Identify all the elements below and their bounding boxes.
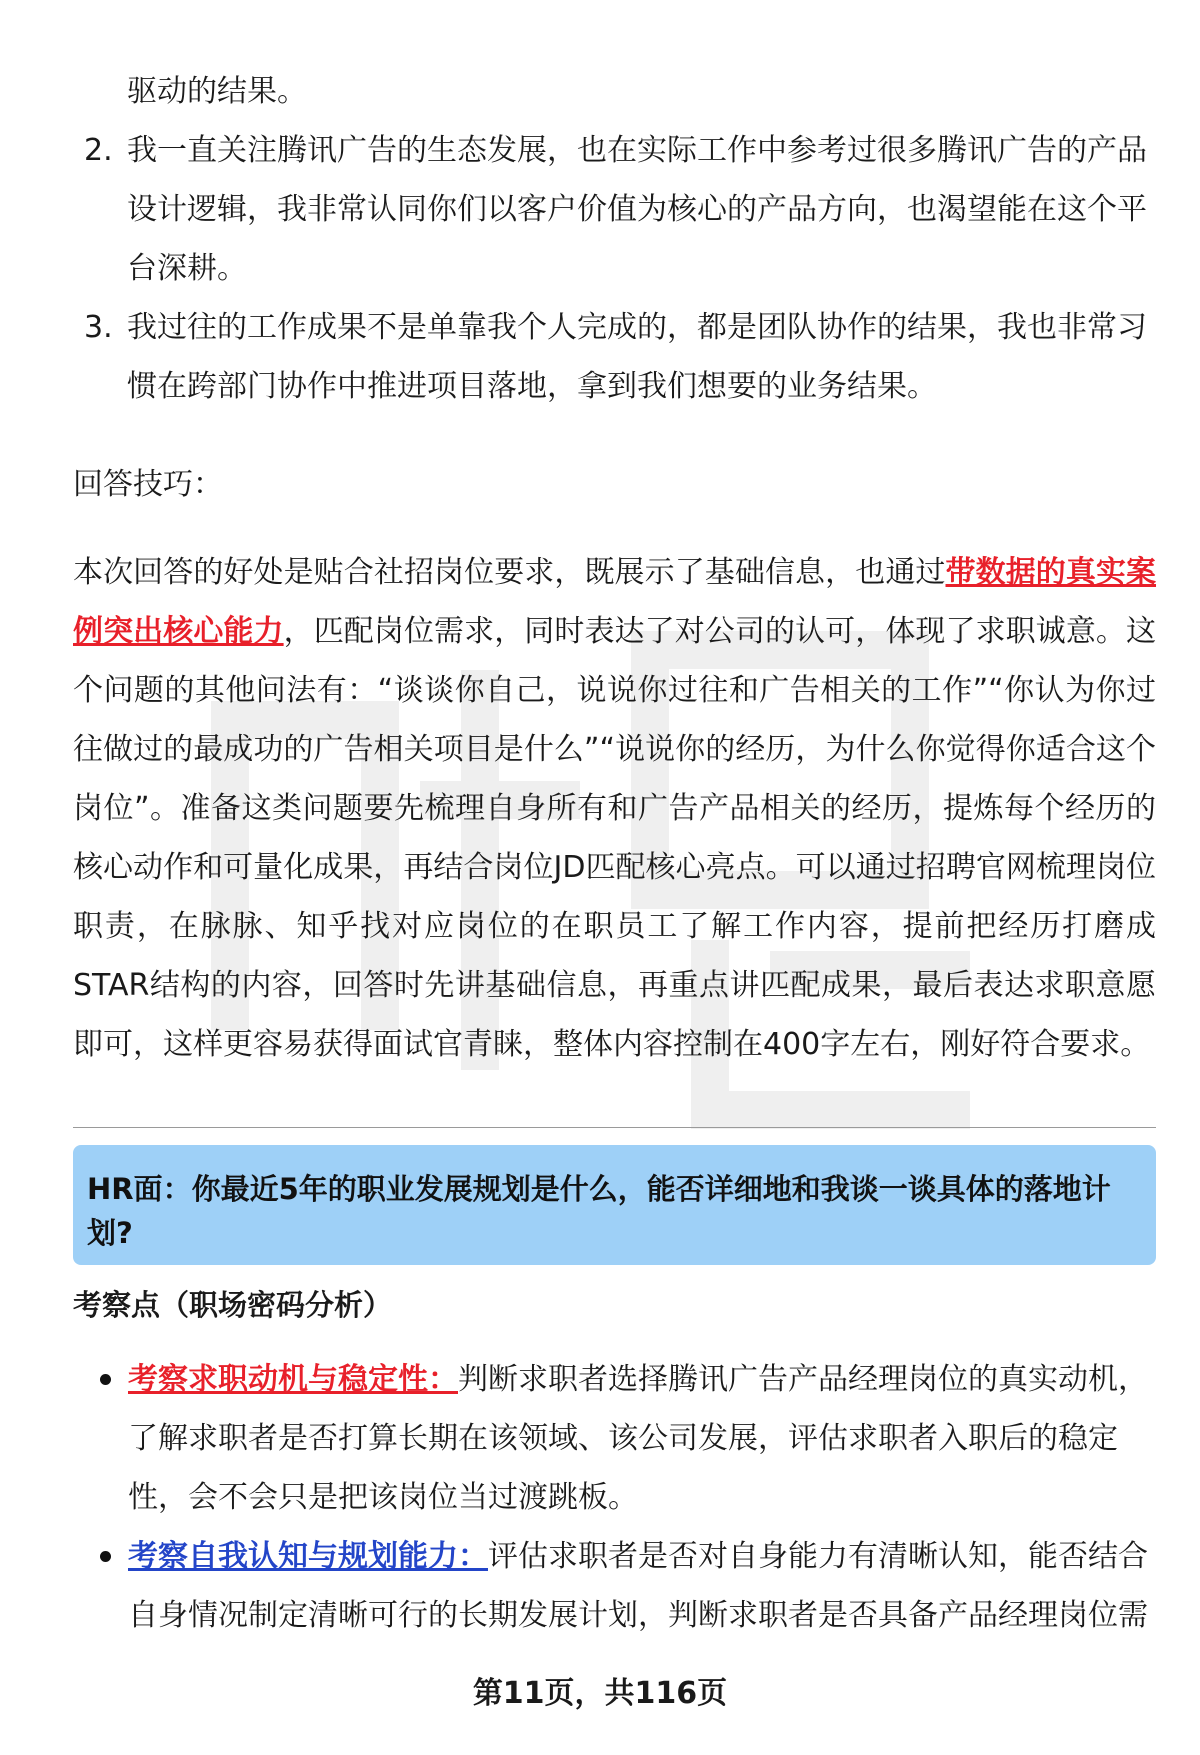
analysis-list (100, 1350, 1156, 1645)
list-item-text: 驱动的结果。 (127, 74, 307, 109)
list-item-2 (72, 121, 1157, 298)
point-text: 评估求职者是否对自身能力有清晰认知，能否结合自身情况制定清晰可行的长期发展计划，判断求职者是否具备产品经理岗位需 (128, 1539, 1148, 1633)
tips-label: 回答技巧： (73, 467, 223, 502)
section-divider (73, 1127, 1156, 1128)
point-key: 考察求职动机与稳定性： (128, 1362, 458, 1397)
point-key: 考察自我认知与规划能力： (128, 1539, 488, 1574)
bullet-dot-icon (100, 1374, 111, 1385)
list-item (100, 1527, 1156, 1645)
point-text: 判断求职者选择腾讯广告产品经理岗位的真实动机，了解求职者是否打算长期在该领域、该公司发展，评估求职者入职后的稳定性，会不会只是把该岗位当过渡跳板。 (128, 1362, 1148, 1515)
question-text: HR面：你最近5年的职业发展规划是什么，能否详细地和我谈一谈具体的落地计划? (87, 1172, 1111, 1250)
question-box (73, 1145, 1156, 1265)
analysis-title: 考察点（职场密码分析） (73, 1288, 393, 1322)
list-number: 2. (84, 133, 113, 168)
list-number: 3. (84, 310, 113, 345)
list-item-text: 我一直关注腾讯广告的生态发展，也在实际工作中参考过很多腾讯广告的产品设计逻辑，我非常认同你们以客户价值为核心的产品方向，也渴望能在这个平台深耕。 (127, 133, 1147, 286)
list-item (100, 1350, 1156, 1527)
tips-text-before: 本次回答的好处是贴合社招岗位要求，既展示了基础信息，也通过 (73, 555, 946, 590)
page-number: 第11页，共116页 (472, 1676, 728, 1711)
tips-paragraph (73, 543, 1156, 1074)
tips-highlight: 带数据的真实案例突出核心能力 (73, 555, 1157, 649)
list-item-3 (72, 298, 1157, 416)
bullet-dot-icon (100, 1551, 111, 1562)
numbered-list (72, 62, 1157, 416)
list-item-text: 我过往的工作成果不是单靠我个人完成的，都是团队协作的结果，我也非常习惯在跨部门协作中推进项目落地，拿到我们想要的业务结果。 (127, 310, 1147, 404)
list-item-1-tail (72, 62, 1157, 121)
tips-text-after: ，匹配岗位需求，同时表达了对公司的认可，体现了求职诚意。这个问题的其他问法有：“谈谈你自己，说说你过往和广告相关的工作”“你认为你过往做过的最成功的广告相关项目是什么”“说说你的经历，为什么你觉得你适合这个岗位”。准备这类问题要先梳理自身所有和广告产品相关的经历，提炼每个经历的核心动作和可量化成果，再结合岗位JD匹配核心亮点。可以通过招聘官网梳理岗位职责，在脉脉、知乎找对应岗位的在职员工了解工作内容，提前把经历打磨成STAR结构的内容，回答时先讲基础信息，再重点讲匹配成果，最后表达求职意愿即可，这样更容易获得面试官青睐，整体内容控制在400字左右，刚好符合要求。 (73, 614, 1157, 1062)
